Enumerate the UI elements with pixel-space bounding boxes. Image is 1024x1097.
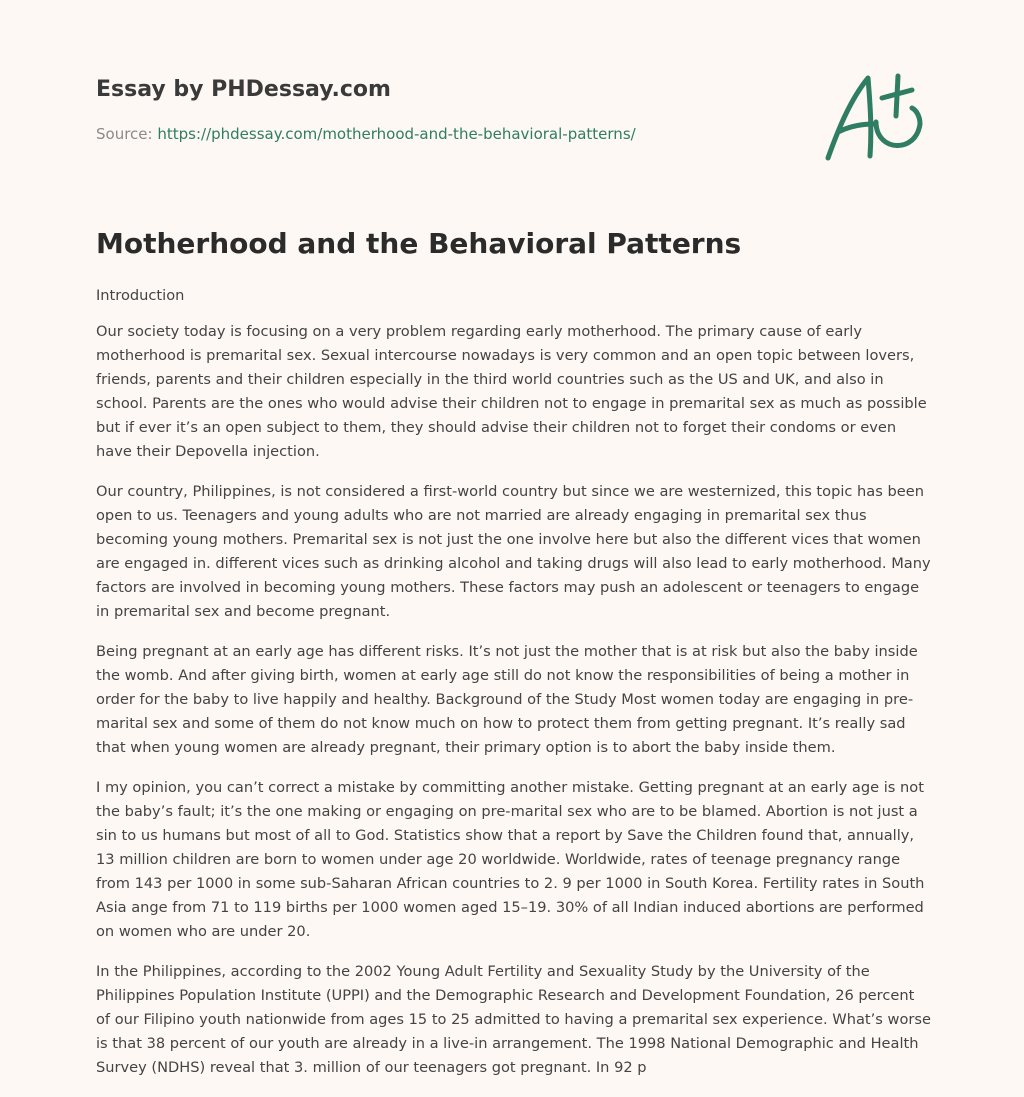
paragraph: Our society today is focusing on a very problem regarding early motherhood. The primary cause of early motherhood is premarital sex. Sexual intercourse nowadays is very common and an open topic between lovers, friends, parents and their children especially in the third world countries such as the US and UK, and also in school. Parents are the ones who would advise their children not to engage in premarital sex as much as possible but if ever it’s an open subject to them, they should advise their children not to forget their condoms or even have their Depovella injection. xyxy=(96,323,927,460)
source-link[interactable]: https://phdessay.com/motherhood-and-the-behavioral-patterns/ xyxy=(157,125,636,143)
article-title: Motherhood and the Behavioral Patterns xyxy=(96,227,742,260)
paragraph: Being pregnant at an early age has different risks. It’s not just the mother that is at risk but also the baby inside the womb. And after giving birth, women at early age still do not know the responsibilities of being a mother in order for the baby to live happily and healthy. Background of the Study Most women today are engaging in pre-marital sex and some of them do not know much on how to protect them from getting pregnant. It’s really sad that when young women are already pregnant, their primary option is to abort the baby inside them. xyxy=(96,643,918,756)
site-brand: Essay by PHDessay.com xyxy=(96,77,391,102)
source-label: Source: xyxy=(96,125,153,143)
section-heading: Introduction xyxy=(96,287,185,304)
a-plus-icon xyxy=(812,66,932,166)
paragraph: Our country, Philippines, is not considered a first-world country but since we are westernized, this topic has been open to us. Teenagers and young adults who are not married are already engaging in premarital sex thus becoming young mothers. Premarital sex is not just the one involve here but also the different vices that women are engaged in. different vices such as drinking alcohol and taking drugs will also lead to early motherhood. Many factors are involved in becoming young mothers. These factors may push an adolescent or teenagers to engage in premarital sex and become pregnant. xyxy=(96,483,931,620)
article-body xyxy=(96,284,932,1084)
paragraph: I my opinion, you can’t correct a mistake by committing another mistake. Getting pregnant at an early age is not the baby’s fault; it’s the one making or engaging on pre-marital sex who are to be blamed. Abortion is not just a sin to us humans but most of all to God. Statistics show that a report by Save the Children found that, annually, 13 million children are born to women under age 20 worldwide. Worldwide, rates of teenage pregnancy range from 143 per 1000 in some sub-Saharan African countries to 2. 9 per 1000 in South Korea. Fertility rates in South Asia ange from 71 to 119 births per 1000 women aged 15–19. 30% of all Indian induced abortions are performed on women who are under 20. xyxy=(96,779,925,940)
site-header xyxy=(96,74,796,106)
paragraph: In the Philippines, according to the 2002 Young Adult Fertility and Sexuality Study by the University of the Philippines Population Institute (UPPI) and the Demographic Research and Development Foundation, 26 percent of our Filipino youth nationwide from ages 15 to 25 admitted to having a premarital sex experience. What’s worse is that 38 percent of our youth are already in a live-in arrangement. The 1998 National Demographic and Health Survey (NDHS) reveal that 3. million of our teenagers got pregnant. In 92 p xyxy=(96,963,931,1076)
source-line xyxy=(96,124,636,144)
